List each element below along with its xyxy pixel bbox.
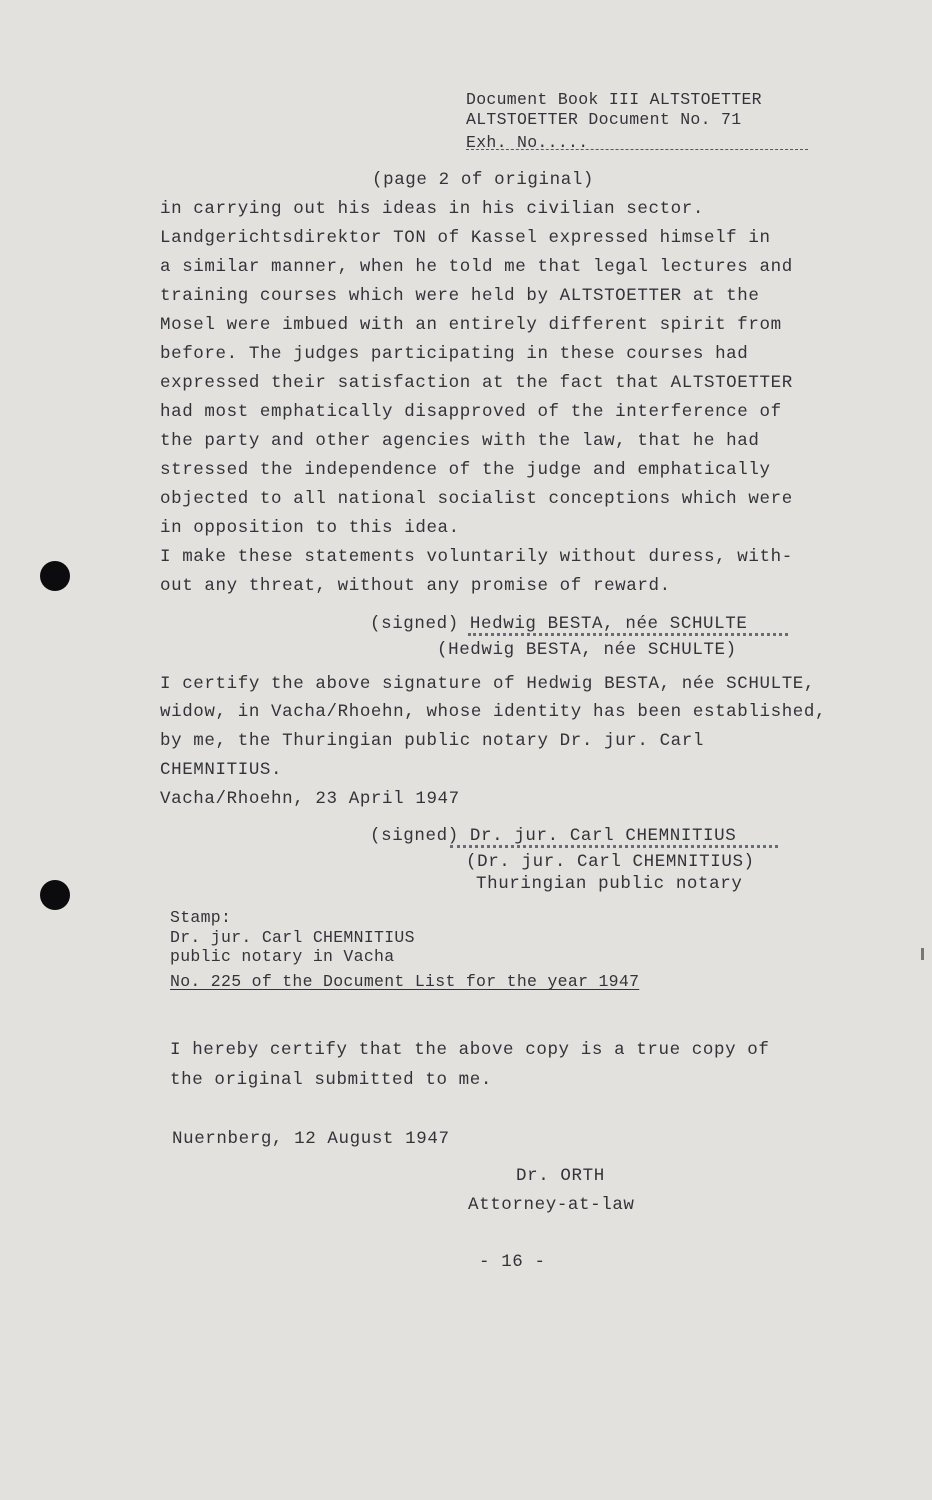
header-line-2: ALTSTOETTER Document No. 71	[466, 110, 742, 129]
stamp-line-1: Dr. jur. Carl CHEMNITIUS	[170, 928, 415, 947]
edge-mark	[921, 948, 924, 960]
body-line: training courses which were held by ALTSTOETTER at the	[160, 286, 760, 306]
body-line: expressed their satisfaction at the fact that ALTSTOETTER	[160, 373, 793, 393]
punch-hole-top	[40, 561, 70, 591]
page-number: - 16 -	[479, 1252, 546, 1272]
header-line-1: Document Book III ALTSTOETTER	[466, 90, 762, 109]
copy-certification-line: I hereby certify that the above copy is a true copy of	[170, 1040, 770, 1060]
stamp-line-2: public notary in Vacha	[170, 947, 395, 966]
body-line: in opposition to this idea.	[160, 518, 460, 538]
body-line: before. The judges participating in these courses had	[160, 344, 749, 364]
body-line: had most emphatically disapproved of the interference of	[160, 402, 782, 422]
body-line: a similar manner, when he told me that legal lectures and	[160, 257, 793, 277]
punch-hole-bottom	[40, 880, 70, 910]
signature-chemnitius-dotted-line	[450, 845, 778, 848]
body-line: the party and other agencies with the law, that he had	[160, 431, 760, 451]
body-line: objected to all national socialist conceptions which were	[160, 489, 793, 509]
body-line: stressed the independence of the judge and emphatically	[160, 460, 771, 480]
stamp-label: Stamp:	[170, 908, 232, 927]
signature-chemnitius-signed: (signed) Dr. jur. Carl CHEMNITIUS	[370, 826, 737, 846]
body-line: I make these statements voluntarily without duress, with-	[160, 547, 793, 567]
attorney-title: Attorney-at-law	[468, 1195, 635, 1215]
body-line: Landgerichtsdirektor TON of Kassel expressed himself in	[160, 228, 771, 248]
place-date-vacha: Vacha/Rhoehn, 23 April 1947	[160, 789, 460, 809]
attorney-name: Dr. ORTH	[516, 1166, 605, 1186]
body-line: Mosel were imbued with an entirely different spirit from	[160, 315, 782, 335]
signature-chemnitius-typed: (Dr. jur. Carl CHEMNITIUS)	[466, 852, 755, 872]
header-exhibit-underline	[466, 149, 808, 150]
stamp-line-3: No. 225 of the Document List for the year 1947	[170, 972, 640, 991]
copy-certification-line: the original submitted to me.	[170, 1070, 492, 1090]
body-line: in carrying out his ideas in his civilian sector.	[160, 199, 704, 219]
header-line-3: Exh. No.....	[466, 133, 589, 152]
place-date-nuernberg: Nuernberg, 12 August 1947	[172, 1129, 450, 1149]
certification-line: by me, the Thuringian public notary Dr. jur. Carl	[160, 731, 704, 751]
notary-title: Thuringian public notary	[476, 874, 743, 894]
page-reference: (page 2 of original)	[372, 170, 595, 190]
signature-besta-dotted-line	[468, 633, 788, 636]
body-line: out any threat, without any promise of reward.	[160, 576, 671, 596]
signature-besta-typed: (Hedwig BESTA, née SCHULTE)	[437, 640, 737, 660]
certification-line: CHEMNITIUS.	[160, 760, 283, 780]
signature-besta-signed: (signed) Hedwig BESTA, née SCHULTE	[370, 614, 748, 634]
certification-line: I certify the above signature of Hedwig BESTA, née SCHULTE,	[160, 674, 816, 694]
certification-line: widow, in Vacha/Rhoehn, whose identity has been established,	[160, 702, 827, 722]
